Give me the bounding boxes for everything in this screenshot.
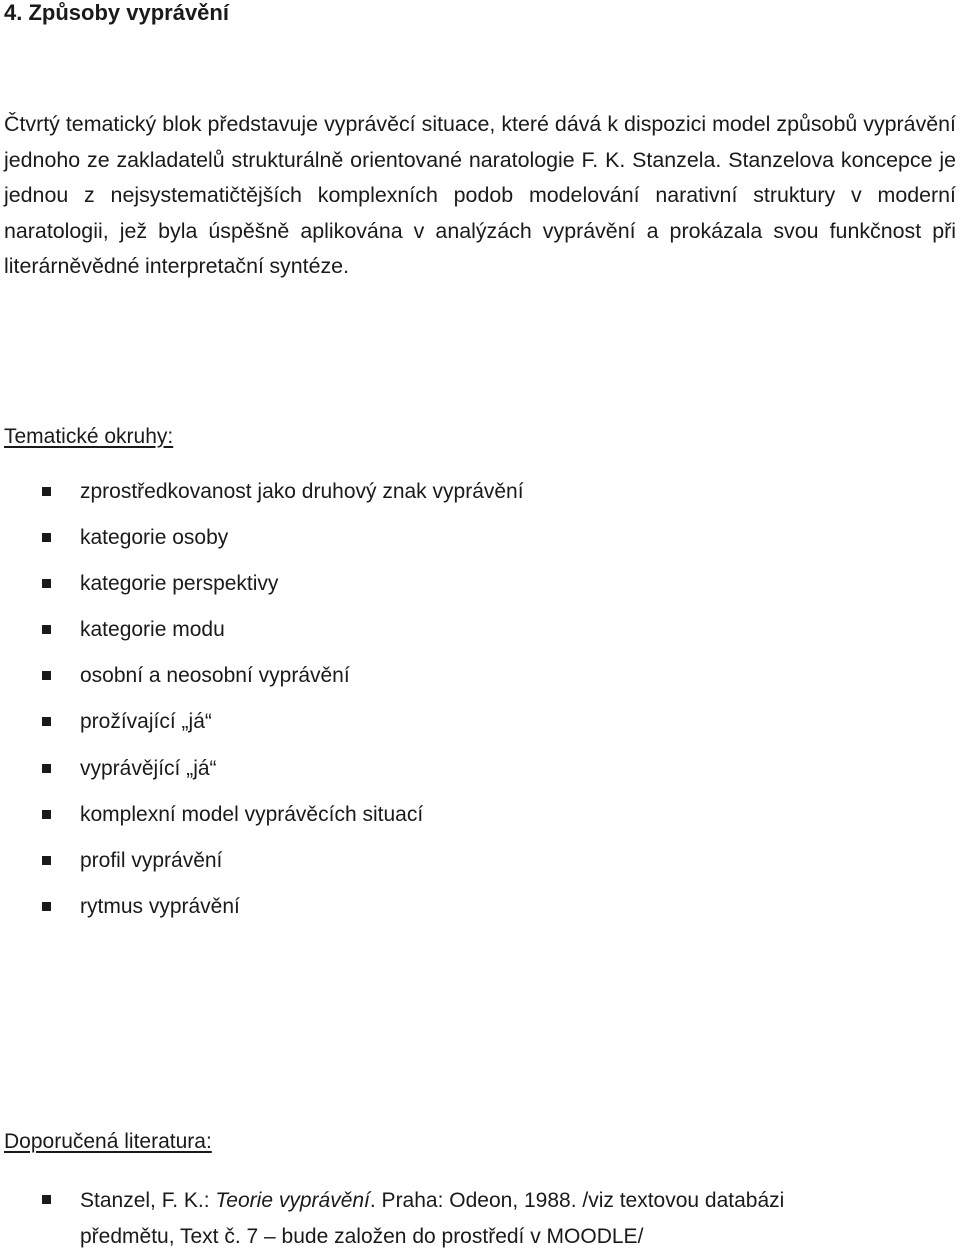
literature-details: . Praha: Odeon, 1988. /viz textovou databázi předmětu, Text č. 7 – bude založen do prostředí v MOODLE/ [80,1189,785,1248]
literature-entry [80,1183,880,1255]
topic-text: zprostředkovanost jako druhový znak vyprávění [80,480,524,503]
topic-text: prožívající „já“ [80,710,212,734]
topics-label: Tematické okruhy: [4,425,174,448]
square-bullet-icon [42,717,51,726]
square-bullet-icon [42,579,51,588]
section-heading: 4. Způsoby vyprávění [4,0,229,25]
topic-text: kategorie osoby [80,526,229,550]
square-bullet-icon [42,902,51,911]
list-item [0,1183,880,1255]
topic-text: rytmus vyprávění [80,894,240,918]
square-bullet-icon [42,764,51,773]
literature-title: Teorie vyprávění [215,1189,370,1212]
literature-list [0,1183,880,1255]
square-bullet-icon [42,671,51,680]
square-bullet-icon [42,625,51,634]
topic-text: kategorie perspektivy [80,572,279,596]
square-bullet-icon [42,810,51,819]
topic-text: osobní a neosobní vyprávění [80,664,350,688]
topic-text: komplexní model vyprávěcích situací [80,802,424,826]
square-bullet-icon [42,487,51,496]
topic-text: vyprávějící „já“ [80,756,217,780]
literature-author: Stanzel, F. K.: [80,1189,216,1212]
square-bullet-icon [42,533,51,542]
square-bullet-icon [42,1195,51,1204]
literature-label: Doporučená literatura: [4,1130,212,1153]
topic-text: profil vyprávění [80,848,223,872]
intro-paragraph: Čtvrtý tematický blok představuje vyprávěcí situace, které dává k dispozici model způsobů vyprávění jednoho ze zakladatelů strukturálně orientované naratologie F. K. Stanzela. Stanzelova koncepce je jednou z nejsystematičtějších komplexních podob modelování narativní struktury v moderní naratologii, jež byla úspěšně aplikována v analýzách vyprávění a prokázala svou funkčnost při literárněvědné interpretační syntéze. [4,112,956,278]
topic-text: kategorie modu [80,618,225,642]
square-bullet-icon [42,856,51,865]
